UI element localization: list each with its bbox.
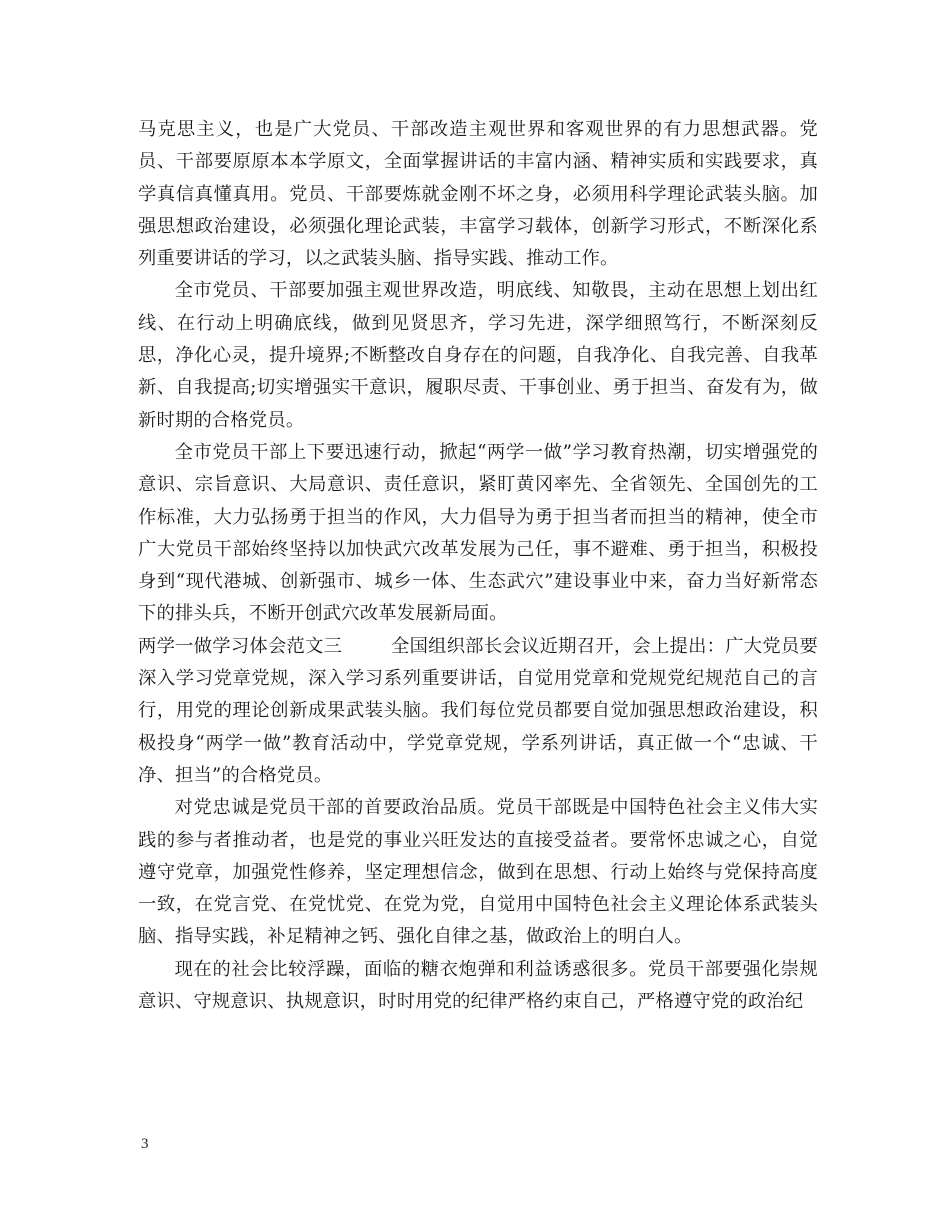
paragraph-1: 马克思主义，也是广大党员、干部改造主观世界和客观世界的有力思想武器。党员、干部要原原本本学原文，全面掌握讲话的丰富内涵、精神实质和实践要求，真学真信真懂真用。党员、干部要炼就金刚不坏之身，必须用科学理论武装头脑。加强思想政治建设，必须强化理论武装，丰富学习载体，创新学习形式，不断深化系列重要讲话的学习，以之武装头脑、指导实践、推动工作。 <box>138 119 818 270</box>
paragraph-4 <box>138 631 818 792</box>
paragraph-2: 全市党员、干部要加强主观世界改造，明底线、知敬畏，主动在思想上划出红线、在行动上明确底线，做到见贤思齐，学习先进，深学细照笃行，不断深刻反思，净化心灵，提升境界;不断整改自身存在的问题，自我净化、自我完善、自我革新、自我提高;切实增强实干意识，履职尽责、干事创业、勇于担当、奋发有为，做新时期的合格党员。 <box>138 280 818 431</box>
heading-spacer <box>342 636 391 657</box>
paragraph-3: 全市党员干部上下要迅速行动，掀起“两学一做”学习教育热潮，切实增强党的意识、宗旨意识、大局意识、责任意识，紧盯黄冈率先、全省领先、全国创先的工作标准，大力弘扬勇于担当的作风，大力倡导为勇于担当者而担当的精神，使全市广大党员干部始终坚持以加快武穴改革发展为己任，事不避难、勇于担当，积极投身到“现代港城、创新强市、城乡一体、生态武穴”建设事业中来，奋力当好新常态下的排头兵，不断开创武穴改革发展新局面。 <box>138 441 818 625</box>
document-body <box>138 114 818 1018</box>
paragraph-6: 现在的社会比较浮躁，面临的糖衣炮弹和利益诱惑很多。党员干部要强化崇规意识、守规意识、执规意识，时时用党的纪律严格约束自己，严格遵守党的政治纪 <box>138 958 818 1013</box>
page-number: 3 <box>141 1136 149 1152</box>
section-heading: 两学一做学习体会范文三 <box>138 635 343 657</box>
paragraph-5: 对党忠诚是党员干部的首要政治品质。党员干部既是中国特色社会主义伟大实践的参与者推动者，也是党的事业兴旺发达的直接受益者。要常怀忠诚之心，自觉遵守党章，加强党性修养，坚定理想信念，做到在思想、行动上始终与党保持高度一致，在党言党、在党忧党、在党为党，自觉用中国特色社会主义理论体系武装头脑、指导实践，补足精神之钙、强化自律之基，做政治上的明白人。 <box>138 797 818 948</box>
paragraph-4-text: 全国组织部长会议近期召开，会上提出：广大党员要深入学习党章党规，深入学习系列重要讲话，自觉用党章和党规党纪规范自己的言行，用党的理论创新成果武装头脑。我们每位党员都要自觉加强思想政治建设，积极投身“两学一做”教育活动中，学党章党规，学系列讲话，真正做一个“忠诚、干净、担当”的合格党员。 <box>138 635 818 786</box>
